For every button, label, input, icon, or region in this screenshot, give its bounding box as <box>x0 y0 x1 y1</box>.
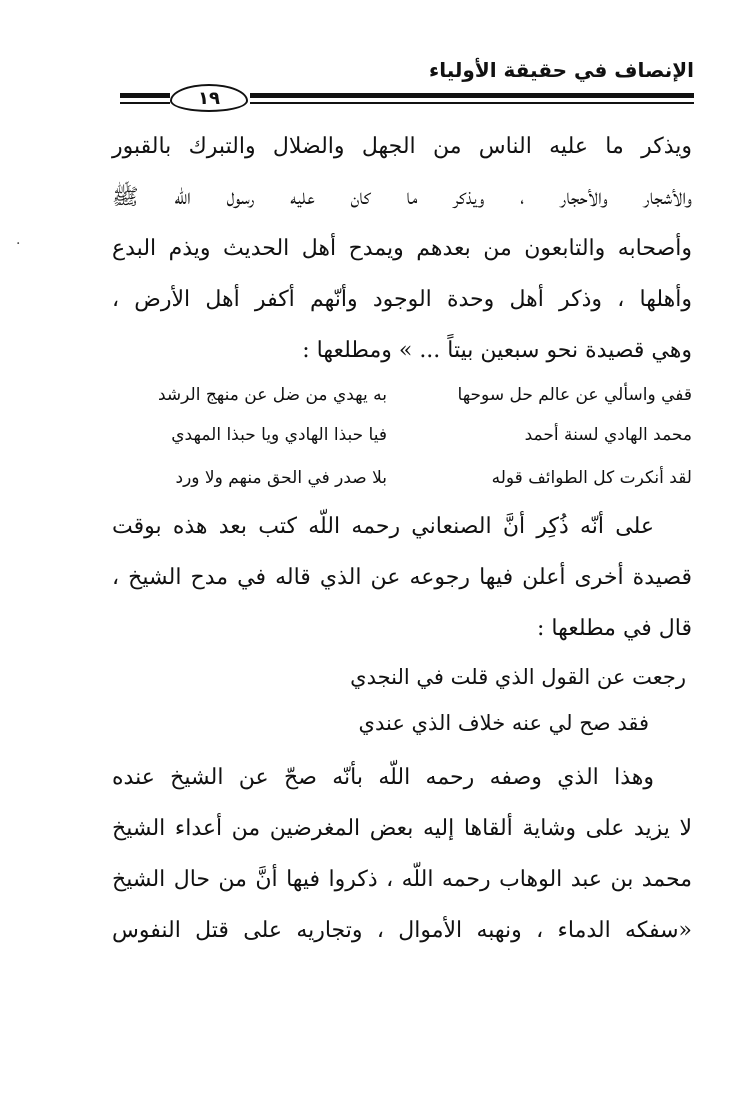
page-number-frame <box>170 84 248 112</box>
poem-hemistich-first: محمد الهادي لسنة أحمد <box>524 425 692 445</box>
body-line: وهي قصيدة نحو سبعين بيتاً ... » ومطلعها : <box>302 338 692 363</box>
poem-line: رجعت عن القول الذي قلت في النجدي <box>350 665 686 689</box>
page-header <box>0 0 744 120</box>
body-line: «سفكه الدماء ، ونهبه الأموال ، وتجاريه على قتل النفوس <box>112 918 692 943</box>
header-rule-thin <box>250 102 694 104</box>
poem-verse <box>120 463 692 493</box>
header-rule-left-thin <box>120 102 170 104</box>
page-number: ١٩ <box>198 87 220 109</box>
body-line: على أنّه ذُكِر أنَّ الصنعاني رحمه اللّه كتب بعد هذه بوقت <box>112 514 654 539</box>
body-line: وأصحابه والتابعون من بعدهم ويمدح أهل الحديث ويذم البدع <box>112 236 692 261</box>
margin-mark: · <box>16 236 21 252</box>
body-line: لا يزيد على وشاية ألقاها إليه بعض المغرضين من أعداء الشيخ <box>112 816 692 841</box>
body-line: محمد بن عبد الوهاب رحمه اللّه ، ذكروا فيها أنَّ من حال الشيخ <box>112 867 692 892</box>
poem-hemistich-second: فيا حبذا الهادي ويا حبذا المهدي <box>171 425 387 445</box>
header-rule <box>250 93 694 98</box>
poem-hemistich-first: قفي واسألي عن عالم حل سوحها <box>457 385 692 405</box>
header-rule-left <box>120 93 170 98</box>
body-line: والأشجار والأحجار ، ويذكر ما كان عليه رسول اللّه ﷺ <box>112 185 692 210</box>
running-title: الإنصاف في حقيقة الأولياء <box>428 58 694 82</box>
body-line: قصيدة أخرى أعلن فيها رجوعه عن الذي قاله في مدح الشيخ ، <box>112 565 692 590</box>
poem-hemistich-first: لقد أنكرت كل الطوائف قوله <box>491 468 692 488</box>
body-line: وأهلها ، وذكر أهل وحدة الوجود وأنّهم أكفر أهل الأرض ، <box>112 287 692 312</box>
poem-line: فقد صح لي عنه خلاف الذي عندي <box>358 711 649 735</box>
poem-hemistich-second: بلا صدر في الحق منهم ولا ورد <box>175 468 387 488</box>
body-line: وهذا الذي وصفه رحمه اللّه بأنّه صحّ عن الشيخ عنده <box>112 765 654 790</box>
body-line: ويذكر ما عليه الناس من الجهل والضلال والتبرك بالقبور <box>112 134 692 159</box>
poem-verse <box>120 420 692 450</box>
poem-hemistich-second: به يهدي من ضل عن منهج الرشد <box>157 385 387 405</box>
body-line: قال في مطلعها : <box>536 616 692 641</box>
poem-verse <box>120 380 692 410</box>
